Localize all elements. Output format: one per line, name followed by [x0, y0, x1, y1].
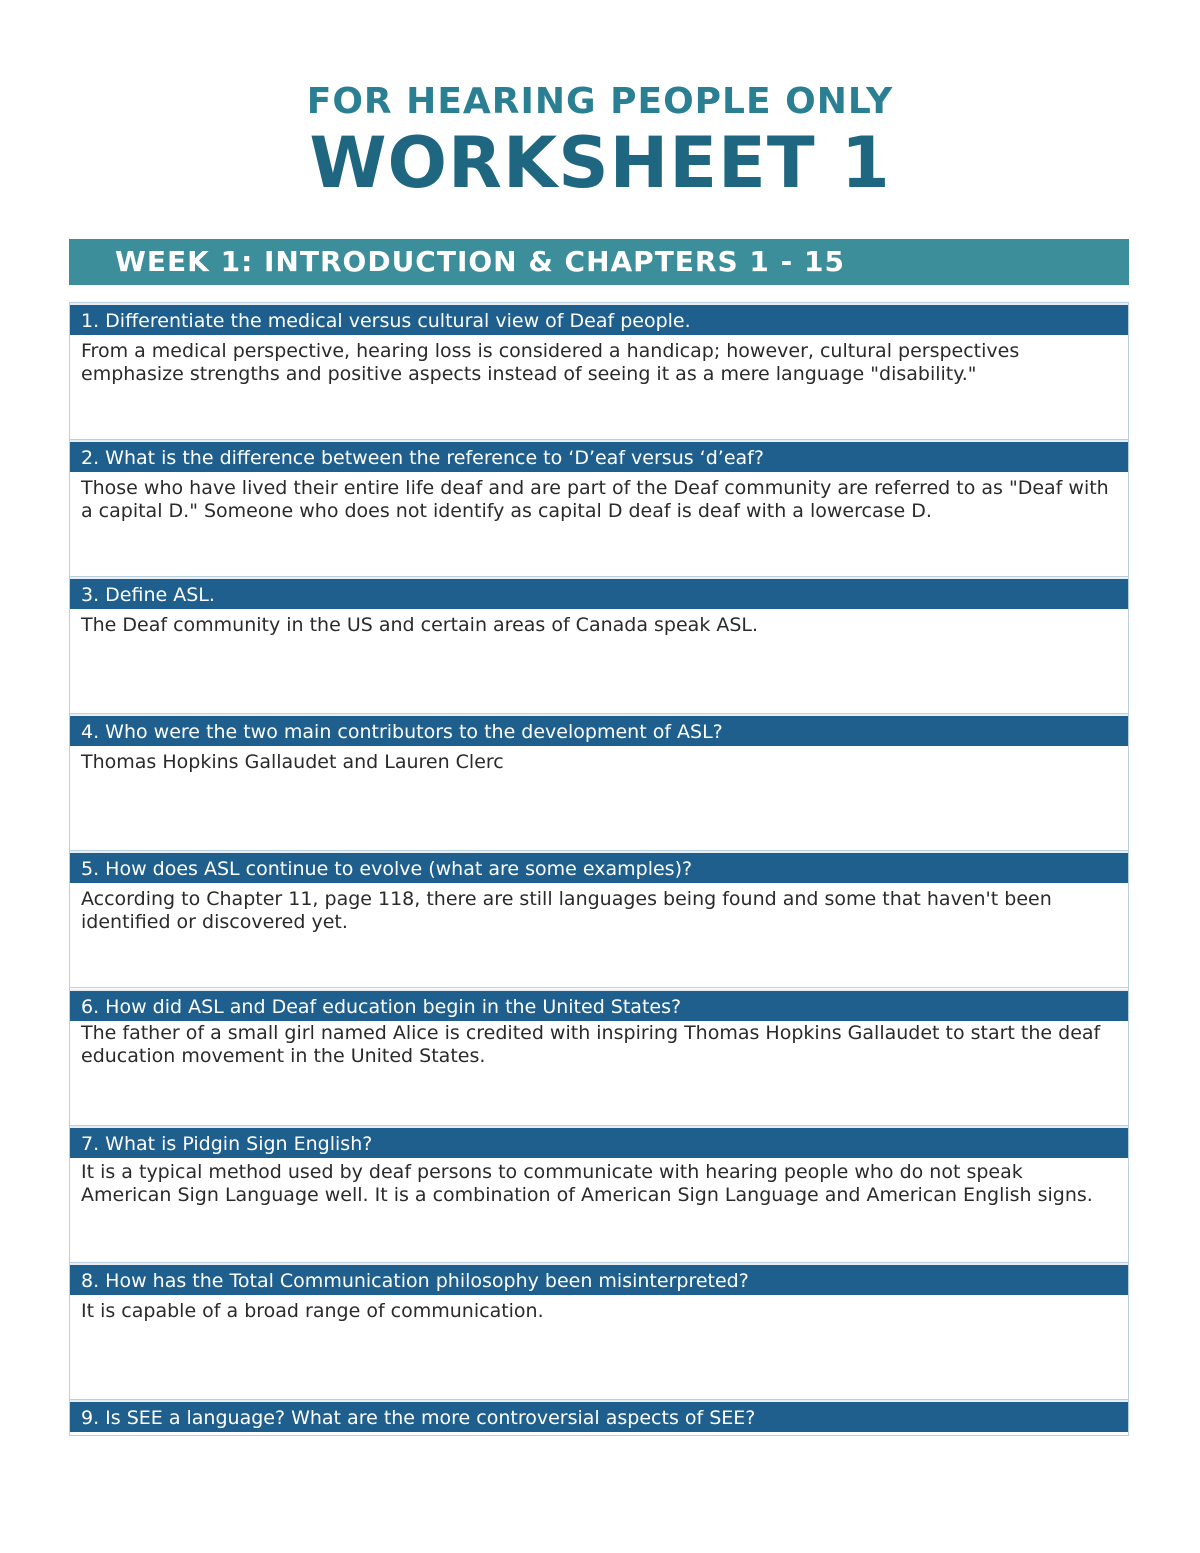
answer-4[interactable]: Thomas Hopkins Gallaudet and Lauren Clerc	[70, 746, 1128, 851]
question-4: 4. Who were the two main contributors to the development of ASL?	[70, 714, 1128, 746]
week-banner	[69, 239, 1129, 285]
answer-7[interactable]: It is a typical method used by deaf persons to communicate with hearing people who do not speak American Sign Language well. It is a combination of American Sign Language and American English signs.	[70, 1158, 1128, 1263]
qa-item-4	[70, 714, 1128, 851]
qa-item-7	[70, 1126, 1128, 1263]
answer-1[interactable]: From a medical perspective, hearing loss is considered a handicap; however, cultural perspectives emphasize strengths and positive aspects instead of seeing it as a mere language "disability."	[70, 335, 1128, 440]
answer-2[interactable]: Those who have lived their entire life deaf and are part of the Deaf community are referred to as "Deaf with a capital D." Someone who does not identify as capital D deaf is deaf with a lowercase D.	[70, 472, 1128, 577]
question-5: 5. How does ASL continue to evolve (what are some examples)?	[70, 851, 1128, 883]
question-1: 1. Differentiate the medical versus cultural view of Deaf people.	[70, 303, 1128, 335]
question-7: 7. What is Pidgin Sign English?	[70, 1126, 1128, 1158]
qa-item-6	[70, 989, 1128, 1126]
question-8: 8. How has the Total Communication philosophy been misinterpreted?	[70, 1263, 1128, 1295]
answer-5[interactable]: According to Chapter 11, page 118, there are still languages being found and some that haven't been identified or discovered yet.	[70, 883, 1128, 988]
week-label: WEEK 1: INTRODUCTION & CHAPTERS 1 - 15	[115, 245, 845, 278]
question-6: 6. How did ASL and Deaf education begin in the United States?	[70, 989, 1128, 1021]
answer-3[interactable]: The Deaf community in the US and certain areas of Canada speak ASL.	[70, 609, 1128, 714]
title-block	[0, 80, 1200, 202]
qa-item-1	[70, 303, 1128, 440]
qa-item-3	[70, 577, 1128, 714]
question-2: 2. What is the difference between the reference to ‘D’eaf versus ‘d’eaf?	[70, 440, 1128, 472]
question-list	[69, 302, 1129, 1436]
qa-item-9	[70, 1400, 1128, 1432]
answer-8[interactable]: It is capable of a broad range of communication.	[70, 1295, 1128, 1400]
question-9: 9. Is SEE a language? What are the more controversial aspects of SEE?	[70, 1400, 1128, 1432]
qa-item-2	[70, 440, 1128, 577]
qa-item-5	[70, 851, 1128, 988]
page-title: WORKSHEET 1	[309, 122, 891, 204]
supertitle: FOR HEARING PEOPLE ONLY	[306, 81, 894, 122]
qa-item-8	[70, 1263, 1128, 1400]
question-3: 3. Define ASL.	[70, 577, 1128, 609]
answer-6[interactable]: The father of a small girl named Alice is credited with inspiring Thomas Hopkins Gallaudet to start the deaf education movement in the United States.	[70, 1021, 1128, 1126]
